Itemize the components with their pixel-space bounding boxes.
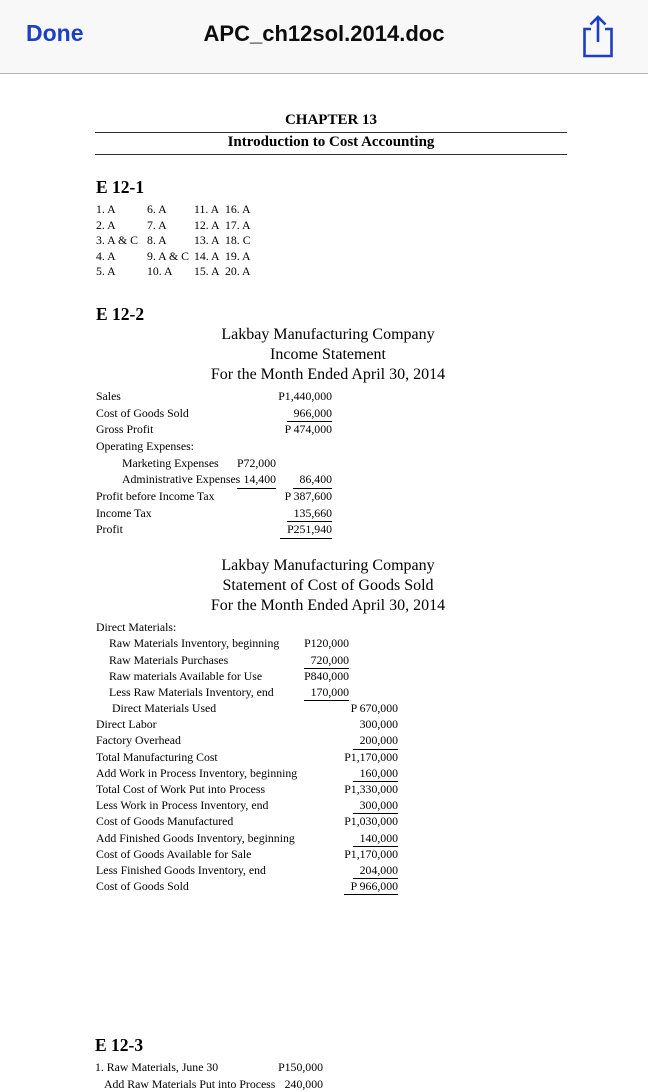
row-label: Cost of Goods Sold: [96, 405, 189, 420]
row-label: Marketing Expenses: [122, 455, 219, 470]
statement-row: [96, 505, 332, 522]
row-amount-total: 86,400: [293, 471, 332, 489]
answer-cell: 19. A: [225, 248, 251, 263]
row-label: Income Tax: [96, 505, 152, 520]
row-label: Direct Labor: [96, 717, 157, 732]
done-button[interactable]: Done: [26, 20, 84, 46]
row-amount-inner: 720,000: [304, 652, 349, 669]
statement-period: For the Month Ended April 30, 2014: [210, 597, 446, 615]
row-amount-inner: P120,000: [304, 636, 349, 651]
answer-cell: 18. C: [225, 233, 251, 248]
exercise-e12-2: [96, 304, 648, 894]
row-label: Add Finished Goods Inventory, beginning: [96, 830, 295, 845]
row-label: Raw materials Available for Use: [109, 668, 263, 683]
row-amount-inner: P840,000: [304, 668, 349, 683]
statement-company: Lakbay Manufacturing Company: [221, 325, 435, 343]
answer-cell: 7. A: [147, 217, 167, 232]
row-label: Total Manufacturing Cost: [96, 749, 218, 764]
statement-period: For the Month Ended April 30, 2014: [210, 365, 446, 383]
row-label: Less Finished Goods Inventory, end: [96, 862, 266, 877]
answer-cell: 14. A: [194, 248, 220, 263]
row-amount-total: 200,000: [353, 732, 398, 749]
chapter-subtitle: Introduction to Cost Accounting: [95, 133, 567, 155]
answer-cell: 13. A: [194, 233, 220, 248]
statement-row: [96, 700, 398, 716]
row-amount-total: 966,000: [287, 405, 332, 423]
chapter-header: [95, 111, 567, 155]
answer-cell: 5. A: [96, 264, 116, 279]
statement-row: [96, 830, 398, 846]
answer-cell: 17. A: [225, 217, 251, 232]
exercise-heading: E 12-3: [95, 1035, 144, 1056]
row-label: Raw Materials Inventory, beginning: [109, 636, 280, 651]
statement-row: [96, 455, 332, 472]
exercise-heading: E 12-1: [96, 177, 145, 197]
answer-cell: 1. A: [96, 202, 116, 216]
row-label: Total Cost of Work Put into Process: [96, 782, 266, 797]
row-label: Direct Materials:: [96, 620, 177, 635]
row-label: 1. Raw Materials, June 30: [95, 1060, 219, 1075]
document-title: APC_ch12sol.2014.doc: [203, 21, 445, 46]
statement-row: [96, 862, 398, 878]
row-label: Sales: [96, 388, 121, 403]
statement-row: [96, 619, 398, 635]
answer-cell: 8. A: [147, 233, 167, 248]
row-amount-total: 300,000: [353, 797, 398, 814]
row-amount-total: 204,000: [353, 862, 398, 879]
row-amount-total: P1,030,000: [344, 814, 398, 829]
income-statement-title: [94, 325, 562, 385]
answer-cell: 10. A: [147, 264, 173, 279]
answer-cell: 2. A: [96, 217, 116, 232]
statement-row: [96, 749, 398, 765]
row-amount-total: P1,330,000: [344, 782, 398, 797]
statement-name: Income Statement: [270, 345, 386, 363]
answer-cell: 4. A: [96, 248, 116, 263]
row-label: Raw Materials Purchases: [109, 652, 229, 667]
row-amount-total: 135,660: [287, 505, 332, 523]
row-label: Cost of Goods Manufactured: [96, 814, 234, 829]
row-amount-total: 140,000: [353, 830, 398, 847]
exercise-heading: E 12-2: [96, 303, 145, 324]
cogs-statement: [96, 619, 398, 894]
statement-name: Statement of Cost of Goods Sold: [222, 577, 434, 595]
statement-row: [96, 438, 332, 455]
row-label: Add Work in Process Inventory, beginning: [96, 765, 298, 780]
cogs-statement-title: [94, 556, 562, 616]
row-amount-total: P1,170,000: [344, 846, 398, 861]
answer-grid: [96, 202, 648, 280]
statement-row: [96, 668, 398, 684]
row-label: Cost of Goods Available for Sale: [96, 846, 252, 861]
statement-row: [96, 652, 398, 668]
statement-row: [96, 781, 398, 797]
answer-cell: 9. A & C: [147, 248, 189, 263]
answer-cell: 20. A: [225, 264, 251, 279]
statement-company: Lakbay Manufacturing Company: [221, 557, 435, 575]
answer-cell: 6. A: [147, 202, 167, 216]
row-amount-total: 160,000: [353, 765, 398, 782]
row-label: Gross Profit: [96, 422, 154, 437]
row-amount-total: 240,000: [284, 1076, 323, 1091]
statement-row: [96, 732, 398, 748]
row-amount-total: 300,000: [359, 717, 398, 732]
share-button[interactable]: [576, 11, 620, 63]
chapter-title: CHAPTER 13: [95, 111, 567, 133]
share-icon: [576, 11, 620, 63]
row-label: Less Raw Materials Inventory, end: [109, 684, 274, 699]
row-amount-total: P 387,600: [284, 489, 332, 504]
statement-row: [96, 813, 398, 829]
exercise-e12-1: [96, 177, 648, 280]
row-amount-total: P 474,000: [284, 422, 332, 437]
statement-row: [96, 635, 398, 651]
statement-row: [96, 716, 398, 732]
statement-row: [96, 405, 332, 422]
row-amount-inner: P72,000: [236, 455, 276, 470]
document-page: [0, 111, 648, 1092]
statement-row: [96, 488, 332, 505]
row-label: Factory Overhead: [96, 733, 181, 748]
answer-cell: 12. A: [194, 217, 220, 232]
statement-row: [96, 421, 332, 438]
row-label: Less Work in Process Inventory, end: [96, 798, 269, 813]
row-label: Operating Expenses:: [96, 439, 194, 454]
row-label: Add Raw Materials Put into Process: [104, 1076, 276, 1091]
statement-row: [96, 797, 398, 813]
row-label: Administrative Expenses: [122, 472, 241, 487]
answer-cell: 3. A & C: [96, 233, 138, 248]
row-amount-total: P1,170,000: [344, 749, 398, 764]
income-statement: [96, 388, 332, 538]
statement-row: [96, 471, 332, 488]
row-amount-inner: 170,000: [304, 684, 349, 701]
statement-row: [96, 878, 398, 894]
exercise-e12-3: [95, 1035, 648, 1092]
row-amount-total: P 966,000: [344, 878, 398, 895]
row-label: Profit: [96, 522, 123, 537]
answer-cell: 16. A: [225, 202, 251, 216]
navbar: [0, 0, 648, 74]
statement-row: [96, 521, 332, 538]
statement-row: [95, 1076, 323, 1092]
answer-cell: 15. A: [194, 264, 220, 279]
row-label: Profit before Income Tax: [96, 489, 215, 504]
statement-row: [96, 388, 332, 405]
statement-row: [96, 765, 398, 781]
row-amount-total: P150,000: [278, 1060, 323, 1075]
e12-3-rows: [95, 1059, 323, 1092]
row-amount-total: P 670,000: [350, 701, 398, 716]
statement-row: [96, 846, 398, 862]
row-label: Direct Materials Used: [112, 701, 217, 716]
row-amount-inner: 14,400: [237, 471, 276, 489]
statement-row: [96, 684, 398, 700]
statement-row: [95, 1059, 323, 1076]
row-amount-total: P251,940: [280, 521, 332, 539]
answer-cell: 11. A: [194, 202, 220, 216]
row-amount-total: P1,440,000: [278, 388, 332, 403]
row-label: Cost of Goods Sold: [96, 879, 189, 894]
